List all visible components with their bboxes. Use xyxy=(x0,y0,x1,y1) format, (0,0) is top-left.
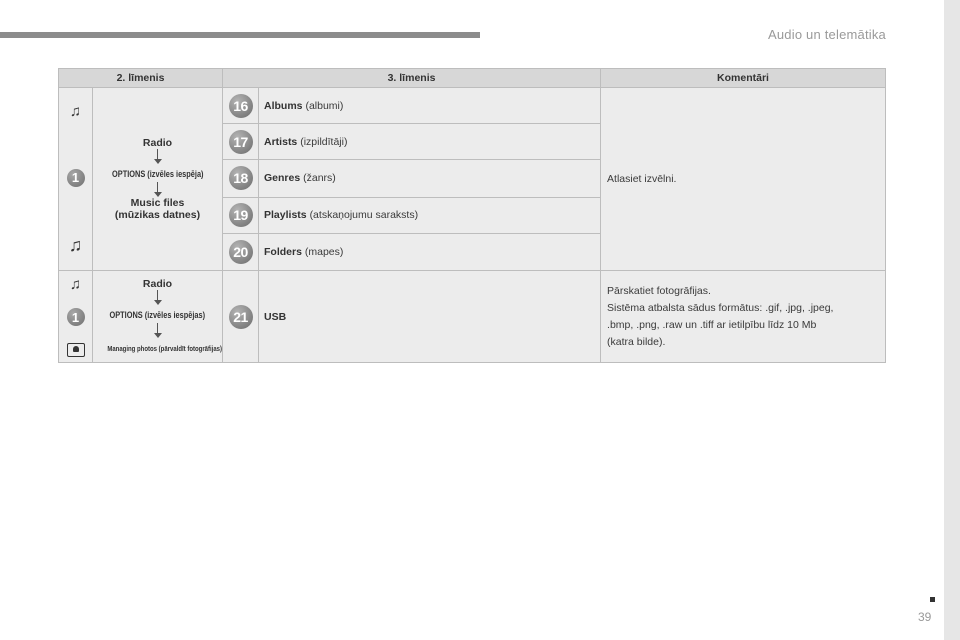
photo-icon xyxy=(67,343,85,357)
level3-cell xyxy=(259,271,601,363)
menu-radio-label: Radio xyxy=(142,277,173,290)
level3-term: Albums xyxy=(264,99,303,112)
section1-icon-cell xyxy=(59,88,93,271)
level3-desc: (žanrs) xyxy=(303,172,336,185)
level3-term: Artists xyxy=(264,135,298,148)
table-header-row xyxy=(59,69,886,88)
menu-managing-photos-label: Managing photos (pārvaldīt fotogrāfijas) xyxy=(107,343,223,353)
step-badge: 17 xyxy=(229,130,253,154)
step-number-cell xyxy=(223,271,259,363)
comment-line: (katra bilde). xyxy=(607,335,666,348)
level3-term: Playlists xyxy=(264,209,307,222)
step-badge: 20 xyxy=(229,240,253,264)
step-badge: 19 xyxy=(229,203,253,227)
down-arrow-icon xyxy=(93,182,222,197)
level3-term: USB xyxy=(264,310,287,323)
step-number-cell xyxy=(223,197,259,233)
level3-cell xyxy=(259,160,601,197)
music-note-icon: ♫ xyxy=(69,275,82,293)
comment-line: Pārskatiet fotogrāfijas. xyxy=(607,284,711,297)
level3-desc: (mapes) xyxy=(304,245,344,258)
section1-step-badge: 1 xyxy=(67,169,85,187)
page-marker xyxy=(930,597,935,602)
top-decorative-bar xyxy=(0,32,480,38)
section2-menu-cell xyxy=(93,271,223,363)
section2-step-badge: 1 xyxy=(67,308,85,326)
menu-music-files-label: Music files xyxy=(130,197,185,209)
step-number-cell xyxy=(223,160,259,197)
menu-options-label: OPTIONS (izvēles iespēja) xyxy=(111,169,204,179)
step-badge: 21 xyxy=(229,305,253,329)
section2-icon-cell xyxy=(59,271,93,363)
page-number: 39 xyxy=(918,610,932,624)
music-notes-icon: ♫ xyxy=(68,235,83,255)
down-arrow-icon xyxy=(93,290,222,305)
level3-desc: (izpildītāji) xyxy=(300,135,348,148)
table-row xyxy=(59,271,886,363)
menu-table xyxy=(58,68,886,363)
menu-radio-label: Radio xyxy=(142,137,173,149)
column-header-level3: 3. līmenis xyxy=(223,69,601,88)
level3-cell xyxy=(259,124,601,160)
down-arrow-icon xyxy=(93,323,222,338)
menu-music-files-sublabel: (mūzikas datnes) xyxy=(114,209,201,221)
section2-comment xyxy=(601,271,886,363)
menu-options-label: OPTIONS (izvēles iespējas) xyxy=(109,309,206,320)
level3-term: Folders xyxy=(264,245,302,258)
level3-term: Genres xyxy=(264,172,301,185)
section1-comment: Atlasiet izvēlni. xyxy=(601,88,886,271)
step-number-cell xyxy=(223,88,259,124)
step-number-cell xyxy=(223,124,259,160)
column-header-level2: 2. līmenis xyxy=(59,69,223,88)
level3-desc: (albumi) xyxy=(305,99,344,112)
level3-cell xyxy=(259,88,601,124)
comment-line: .bmp, .png, .raw un .tiff ar ietilpību līdz 10 Mb xyxy=(607,318,817,331)
down-arrow-icon xyxy=(93,149,222,164)
level3-desc: (atskaņojumu saraksts) xyxy=(309,209,419,222)
section1-menu-cell xyxy=(93,88,223,271)
music-note-icon: ♫ xyxy=(69,103,82,120)
step-number-cell xyxy=(223,233,259,270)
step-badge: 16 xyxy=(229,94,253,118)
right-margin-strip xyxy=(944,0,960,640)
comment-line: Sistēma atbalsta sādus formātus: .gif, .jpg, .jpeg, xyxy=(607,301,834,314)
level3-cell xyxy=(259,233,601,270)
column-header-comments: Komentāri xyxy=(601,69,886,88)
level3-cell xyxy=(259,197,601,233)
table-row xyxy=(59,88,886,124)
section-title: Audio un telemātika xyxy=(768,27,886,42)
step-badge: 18 xyxy=(229,166,253,190)
